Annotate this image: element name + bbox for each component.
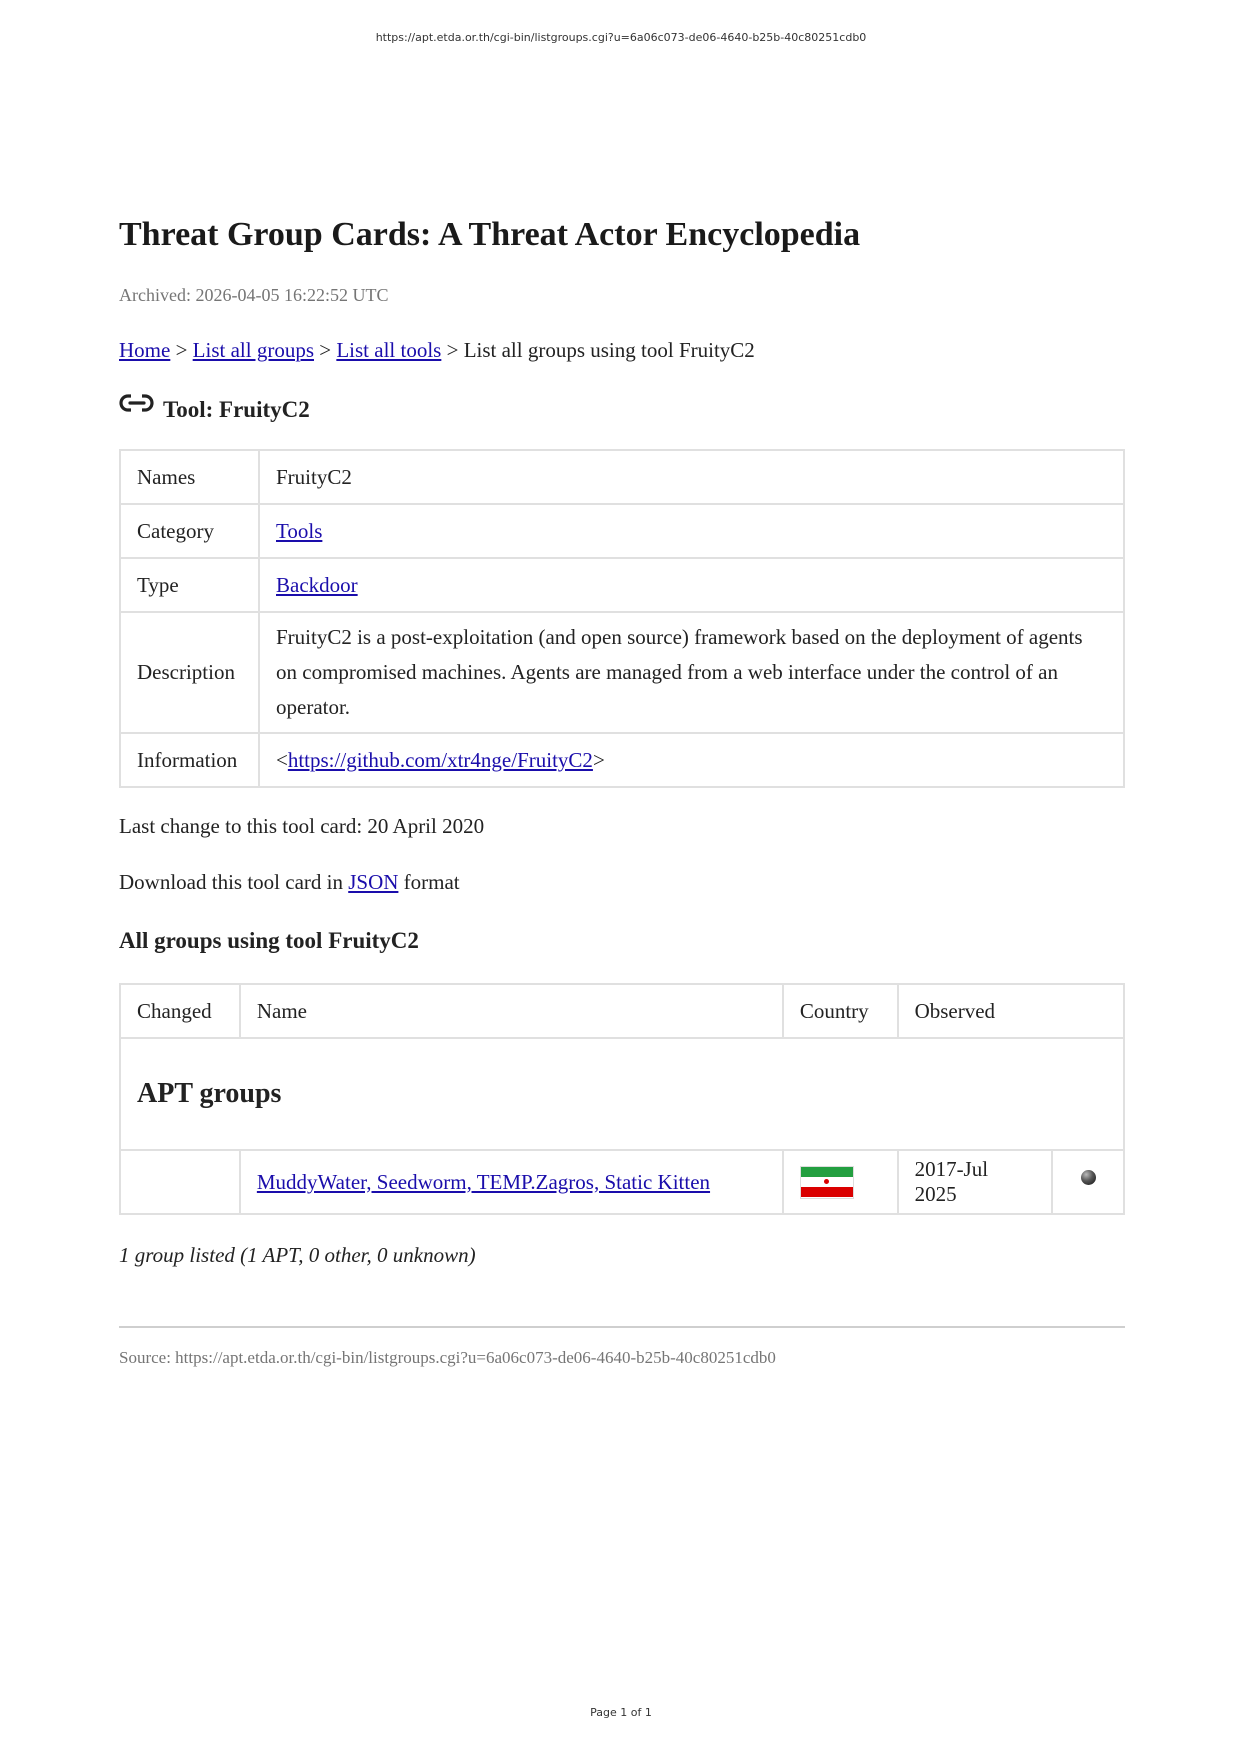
angle-open: < — [276, 747, 288, 772]
groups-table — [119, 983, 1125, 1215]
info-row-information — [120, 733, 1124, 787]
download-prefix: Download this tool card in — [119, 870, 349, 894]
info-value-information — [259, 733, 1124, 787]
section-row — [120, 1038, 1124, 1150]
info-row-type — [120, 558, 1124, 612]
category-link[interactable]: Tools — [276, 518, 323, 543]
section-apt-groups: APT groups — [120, 1038, 1124, 1150]
cell-observed: 2017-Jul 2025 — [898, 1150, 1053, 1214]
last-change-text: Last change to this tool card: 20 April 2020 — [119, 814, 485, 838]
tool-heading — [119, 395, 1125, 425]
breadcrumb-separator: > — [441, 338, 464, 362]
source-line: Source: https://apt.etda.or.th/cgi-bin/listgroups.cgi?u=6a06c073-de06-4640-b25b-40c80251cdb0 — [119, 1348, 776, 1367]
angle-close: > — [592, 747, 605, 772]
info-key-information: Information — [120, 733, 259, 787]
cell-name — [240, 1150, 783, 1214]
breadcrumb-separator: > — [314, 338, 337, 362]
footer-divider — [119, 1326, 1125, 1328]
breadcrumb-separator: > — [170, 338, 193, 362]
github-link[interactable]: https://github.com/xtr4nge/FruityC2 — [287, 747, 593, 772]
breadcrumb-list-tools-link[interactable]: List all tools — [336, 338, 442, 362]
header-observed: Observed — [898, 984, 1124, 1038]
json-download-link[interactable]: JSON — [348, 870, 399, 894]
tool-info-table — [119, 449, 1125, 788]
main-content — [119, 212, 1125, 1368]
info-value-type — [259, 558, 1124, 612]
groups-table-header — [120, 984, 1124, 1038]
breadcrumb-home-link[interactable]: Home — [119, 338, 171, 362]
header-name: Name — [240, 984, 783, 1038]
page-title: Threat Group Cards: A Threat Actor Encyclopedia — [119, 216, 861, 253]
black-ball-icon — [1081, 1170, 1096, 1185]
cell-changed — [120, 1150, 240, 1214]
info-key-names: Names — [120, 450, 259, 504]
iran-flag-icon — [800, 1166, 854, 1199]
groups-summary: 1 group listed (1 APT, 0 other, 0 unknown) — [119, 1243, 476, 1267]
breadcrumb-list-groups-link[interactable]: List all groups — [192, 338, 314, 362]
breadcrumb-current: List all groups using tool FruityC2 — [463, 338, 755, 362]
info-value-category — [259, 504, 1124, 558]
breadcrumb — [119, 336, 1125, 364]
download-suffix: format — [398, 870, 460, 894]
info-value-names: FruityC2 — [259, 450, 1124, 504]
type-link[interactable]: Backdoor — [276, 572, 358, 597]
tool-heading-text: Tool: FruityC2 — [163, 397, 310, 422]
info-row-category — [120, 504, 1124, 558]
info-key-description: Description — [120, 612, 259, 733]
download-line — [119, 868, 1125, 896]
cell-country — [783, 1150, 898, 1214]
header-country: Country — [783, 984, 898, 1038]
groups-heading: All groups using tool FruityC2 — [119, 928, 419, 953]
table-row — [120, 1150, 1124, 1214]
info-value-description: FruityC2 is a post-exploitation (and open source) framework based on the deployment of agents on compromised machines. Agents are managed from a web interface under the control of an operator. — [259, 612, 1124, 733]
cell-status — [1052, 1150, 1124, 1214]
page-number: Page 1 of 1 — [590, 1706, 652, 1719]
info-key-category: Category — [120, 504, 259, 558]
link-icon — [119, 393, 155, 415]
info-row-names — [120, 450, 1124, 504]
info-row-description — [120, 612, 1124, 733]
group-name-link[interactable]: MuddyWater, Seedworm, TEMP.Zagros, Static Kitten — [256, 1169, 711, 1194]
print-header-url: https://apt.etda.or.th/cgi-bin/listgroups.cgi?u=6a06c073-de06-4640-b25b-40c80251cdb0 — [375, 31, 867, 44]
info-key-type: Type — [120, 558, 259, 612]
archived-timestamp: Archived: 2026-04-05 16:22:52 UTC — [119, 285, 389, 305]
header-changed: Changed — [120, 984, 240, 1038]
